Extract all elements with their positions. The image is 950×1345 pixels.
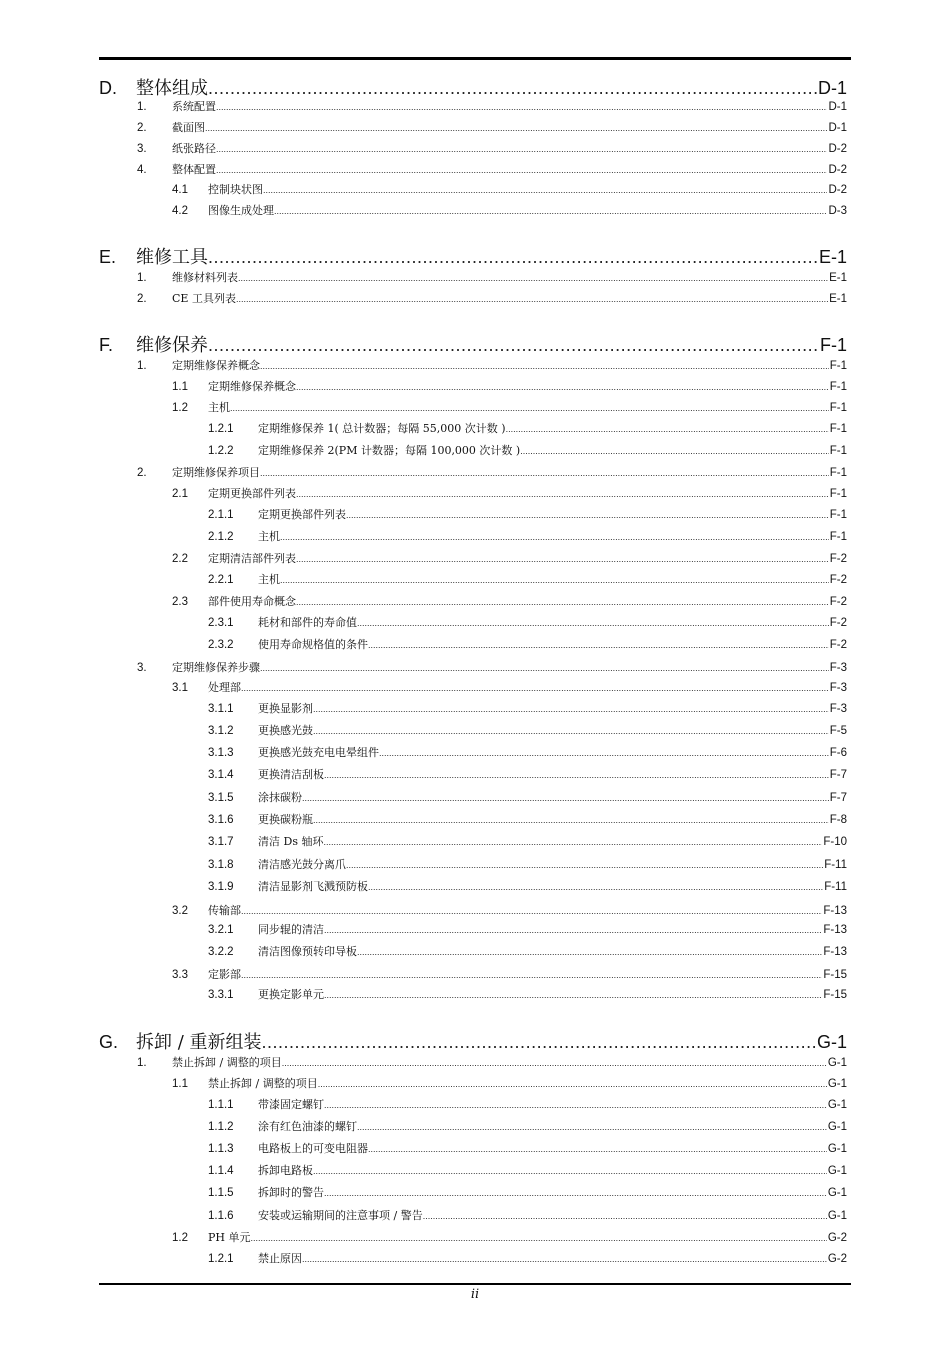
toc-page: G-1 [827,1165,847,1177]
toc-page: F-1 [829,445,847,457]
toc-title: 整体组成 [136,78,208,99]
toc-title: 定期维修保养 1( 总计数器；每隔 55,000 次计数 ) [258,422,506,435]
toc-number: 2.2.1 [208,574,234,586]
toc-number: G. [99,1032,119,1052]
toc-number: 3.3 [172,969,188,981]
toc-number: 1.1 [172,1078,188,1090]
toc-chapter[interactable] [99,243,847,269]
toc-page: E-1 [818,247,847,267]
toc-page: F-1 [829,381,847,393]
toc-item[interactable] [99,921,847,937]
toc-item[interactable] [99,528,847,544]
toc-item[interactable] [99,1118,847,1134]
toc-leader [280,575,829,585]
toc-page: D-1 [828,122,847,134]
toc-item[interactable] [99,378,847,394]
toc-number: 2.2 [172,553,188,565]
toc-number: 2. [137,293,147,305]
toc-number: 2. [137,467,147,479]
toc-item[interactable] [99,789,847,805]
toc-page: G-1 [827,1121,847,1133]
toc-chapter[interactable] [99,1028,847,1054]
toc-page: F-2 [829,574,847,586]
toc-leader [313,726,829,736]
toc-leader [324,925,822,935]
toc-number: 1.1.4 [208,1165,234,1177]
toc-page: F-1 [820,335,847,355]
toc-leader [313,1166,827,1176]
toc-leader [302,793,829,803]
toc-leader [241,683,829,693]
toc-title: 截面图 [172,121,205,134]
toc-item[interactable] [99,878,847,894]
toc-item[interactable] [99,464,847,480]
toc-leader [368,1144,827,1154]
toc-title: 主机 [208,401,230,414]
toc-leader [262,1032,816,1053]
toc-title: 处理部 [208,681,241,694]
toc-item[interactable] [99,420,847,436]
toc-number: 1.1.6 [208,1210,234,1222]
toc-item[interactable] [99,1054,847,1070]
toc-leader [313,815,829,825]
toc-item[interactable] [99,966,847,982]
toc-leader [241,906,822,916]
toc-number: 3.1 [172,682,188,694]
toc-item[interactable] [99,986,847,1002]
toc-page: G-1 [816,1032,847,1052]
page-number: ii [470,1287,480,1302]
toc-page: F-7 [829,769,847,781]
toc-title: 使用寿命规格值的条件 [258,638,368,651]
toc-leader [263,185,827,195]
toc-item[interactable] [99,1075,847,1091]
toc-page: F-15 [823,989,847,1001]
toc-number: 3.1.1 [208,703,234,715]
toc-title: 定期维修保养概念 [172,359,260,372]
toc-item[interactable] [99,357,847,373]
toc-number: D. [99,78,117,98]
bottom-rule [99,1283,851,1285]
toc-page: F-3 [829,682,847,694]
toc-leader [241,970,822,980]
toc-page: F-13 [823,905,847,917]
toc-title: 定期更换部件列表 [258,508,346,521]
toc-page: F-3 [829,703,847,715]
toc-item[interactable] [99,161,847,177]
toc-number: 1. [137,101,147,113]
toc-leader [296,489,829,499]
toc-page: D-3 [828,205,847,217]
toc-leader [324,1188,827,1198]
toc-leader [216,144,827,154]
toc-title: 维修材料列表 [172,271,238,284]
toc-title: 清洁显影剂飞溅预防板 [258,880,368,893]
toc-number: 2.1.1 [208,509,234,521]
toc-leader [506,424,829,434]
toc-number: 4.1 [172,184,188,196]
toc-number: 3.2.2 [208,946,234,958]
toc-item[interactable] [99,550,847,566]
toc-leader [357,1122,827,1132]
toc-number: 1. [137,360,147,372]
toc-leader [205,123,827,133]
toc-number: 3.3.1 [208,989,234,1001]
toc-title: 拆卸 / 重新组装 [136,1032,262,1053]
toc-item[interactable] [99,506,847,522]
toc-title: 定期维修保养概念 [208,380,296,393]
toc-number: 3.1.2 [208,725,234,737]
toc-title: 拆卸时的警告 [258,1186,324,1199]
toc-leader [208,247,818,268]
toc-number: 3.2.1 [208,924,234,936]
toc-page: F-1 [829,509,847,521]
toc-page: F-13 [823,946,847,958]
toc-item[interactable] [99,833,847,849]
toc-item[interactable] [99,1096,847,1112]
toc-item[interactable] [99,744,847,760]
toc-page: G-1 [827,1210,847,1222]
toc-title: 整体配置 [172,163,216,176]
toc-item[interactable] [99,181,847,197]
toc-item[interactable] [99,119,847,135]
toc-title: 带漆固定螺钉 [258,1098,324,1111]
toc-number: 1. [137,1057,147,1069]
toc-leader [282,1058,827,1068]
toc-leader [296,382,829,392]
toc-item[interactable] [99,1229,847,1245]
toc-page: F-13 [823,924,847,936]
toc-item[interactable] [99,290,847,306]
toc-leader [346,860,823,870]
toc-leader [368,640,829,650]
toc-number: 3.1.4 [208,769,234,781]
toc-page: E-1 [829,293,847,305]
toc-title: 传输部 [208,904,241,917]
toc-number: 1.2 [172,1232,188,1244]
toc-leader [251,1233,827,1243]
toc-page: D-2 [828,164,847,176]
toc-leader [216,165,827,175]
toc-number: 3.1.6 [208,814,234,826]
toc-page: G-2 [827,1253,847,1265]
toc-title: 主机 [258,530,280,543]
toc-title: 清洁 Ds 轴环 [258,835,324,848]
toc-title: 图像生成处理 [208,204,274,217]
toc-leader [423,1211,827,1221]
toc-leader [324,1100,827,1110]
toc-leader [216,102,827,112]
toc-page: F-2 [829,617,847,629]
toc-leader [260,468,829,478]
toc-page: F-2 [829,639,847,651]
toc-number: 4. [137,164,147,176]
toc-page: F-15 [823,969,847,981]
toc-number: 1.2.2 [208,445,234,457]
toc-leader [302,1254,827,1264]
toc-number: 2. [137,122,147,134]
toc-title: PH 单元 [208,1231,251,1244]
toc-item[interactable] [99,269,847,285]
toc-leader [368,882,823,892]
toc-page: F-1 [829,488,847,500]
toc-title: 电路板上的可变电阻器 [258,1142,368,1155]
toc-title: 涂有红色油漆的螺钉 [258,1120,357,1133]
toc-leader [260,361,829,371]
toc-leader [280,532,829,542]
toc-item[interactable] [99,140,847,156]
toc-page: F-5 [829,725,847,737]
toc-leader [313,704,829,714]
toc-page: F-1 [829,360,847,372]
toc-page: F-1 [829,467,847,479]
toc-leader [520,446,829,456]
toc-title: 更换定影单元 [258,988,324,1001]
toc-page: D-2 [828,184,847,196]
toc-title: 更换清洁刮板 [258,768,324,781]
toc-number: 2.1.2 [208,531,234,543]
toc-leader [230,403,829,413]
toc-number: 3.1.3 [208,747,234,759]
toc-title: 同步辊的清洁 [258,923,324,936]
toc-page: G-2 [827,1232,847,1244]
toc-page: G-1 [827,1099,847,1111]
toc-page: F-10 [823,836,847,848]
toc-item[interactable] [99,722,847,738]
toc-number: 1.2.1 [208,423,234,435]
toc-title: 维修工具 [136,247,208,268]
toc-item[interactable] [99,636,847,652]
toc-number: 3. [137,143,147,155]
top-rule [99,57,851,60]
toc-title: 系统配置 [172,100,216,113]
toc-title: 定期清洁部件列表 [208,552,296,565]
toc-item[interactable] [99,485,847,501]
toc-leader [274,206,827,216]
toc-title: 定期维修保养 2(PM 计数器；每隔 100,000 次计数 ) [258,444,521,457]
toc-title: 拆卸电路板 [258,1164,313,1177]
toc-page: D-1 [828,101,847,113]
toc-leader [208,335,819,356]
toc-page: F-6 [829,747,847,759]
toc-item[interactable] [99,1162,847,1178]
toc-page: F-11 [824,881,847,893]
toc-item[interactable] [99,700,847,716]
toc-item[interactable] [99,98,847,114]
toc-item[interactable] [99,856,847,872]
toc-leader [346,510,829,520]
toc-leader [357,618,829,628]
toc-item[interactable] [99,659,847,675]
toc-page: G-1 [827,1078,847,1090]
toc-number: 1.2.1 [208,1253,234,1265]
toc-item[interactable] [99,571,847,587]
toc-number: 3.1.5 [208,792,234,804]
toc-item[interactable] [99,442,847,458]
toc-page: F-1 [829,402,847,414]
toc-page: G-1 [827,1057,847,1069]
toc-page: D-1 [817,78,847,98]
toc-number: 3.2 [172,905,188,917]
toc-title: 禁止拆卸 / 调整的项目 [172,1056,282,1069]
toc-number: 2.3.1 [208,617,234,629]
toc-leader [238,273,828,283]
toc-page: F-3 [829,662,847,674]
toc-number: 1.2 [172,402,188,414]
toc-item[interactable] [99,1184,847,1200]
toc-number: F. [99,335,114,355]
toc-leader [357,947,822,957]
toc-title: CE 工具列表 [172,292,236,305]
toc-number: 4.2 [172,205,188,217]
toc-title: 定期维修保养项目 [172,466,260,479]
toc-chapter[interactable] [99,331,847,357]
toc-title: 纸张路径 [172,142,216,155]
toc-page: F-2 [829,596,847,608]
toc-title: 主机 [258,573,280,586]
toc-page: G-1 [827,1143,847,1155]
toc-title: 控制块状图 [208,183,263,196]
toc-title: 定期维修保养步骤 [172,661,260,674]
toc-item[interactable] [99,593,847,609]
toc-page: D-2 [828,143,847,155]
toc-item[interactable] [99,943,847,959]
toc-number: 2.1 [172,488,188,500]
toc-leader [260,663,829,673]
toc-number: 1.1.3 [208,1143,234,1155]
toc-number: 2.3.2 [208,639,234,651]
toc-leader [208,78,817,99]
toc-title: 定影部 [208,968,241,981]
toc-number: 3.1.9 [208,881,234,893]
toc-item[interactable] [99,766,847,782]
toc-title: 定期更换部件列表 [208,487,296,500]
toc-number: 1.1.1 [208,1099,234,1111]
toc-page: F-1 [829,531,847,543]
toc-leader [296,597,829,607]
toc-number: E. [99,247,117,267]
toc-leader [236,294,828,304]
toc-title: 禁止拆卸 / 调整的项目 [208,1077,318,1090]
toc-leader [318,1079,827,1089]
toc-item[interactable] [99,1250,847,1266]
toc-title: 清洁感光鼓分离爪 [258,858,346,871]
toc-number: 3. [137,662,147,674]
toc-number: 3.1.7 [208,836,234,848]
toc-page: G-1 [827,1187,847,1199]
toc-chapter[interactable] [99,74,847,100]
toc-number: 2.3 [172,596,188,608]
toc-number: 1.1 [172,381,188,393]
toc-leader [324,990,822,1000]
toc-leader [296,554,829,564]
toc-item[interactable] [99,902,847,918]
toc-item[interactable] [99,399,847,415]
toc-item[interactable] [99,811,847,827]
toc-number: 1. [137,272,147,284]
toc-title: 涂抹碳粉 [258,791,302,804]
toc-title: 部件使用寿命概念 [208,595,296,608]
toc-leader [323,837,822,847]
toc-title: 安装或运输期间的注意事项 / 警告 [258,1209,423,1222]
toc-leader [324,770,829,780]
toc-number: 3.1.8 [208,859,234,871]
toc-number: 1.1.2 [208,1121,234,1133]
toc-title: 更换感光鼓充电电晕组件 [258,746,379,759]
toc-item[interactable] [99,679,847,695]
toc-title: 更换显影剂 [258,702,313,715]
toc-title: 更换碳粉瓶 [258,813,313,826]
toc-item[interactable] [99,202,847,218]
toc-title: 清洁图像预转印导板 [258,945,357,958]
toc-page: F-8 [829,814,847,826]
toc-page: F-7 [829,792,847,804]
toc-leader [379,748,829,758]
toc-title: 维修保养 [136,335,208,356]
toc-title: 耗材和部件的寿命值 [258,616,357,629]
toc-title: 禁止原因 [258,1252,302,1265]
toc-page: F-1 [829,423,847,435]
toc-title: 更换感光鼓 [258,724,313,737]
toc-page: E-1 [829,272,847,284]
toc-item[interactable] [99,614,847,630]
toc-page: F-2 [829,553,847,565]
toc-item[interactable] [99,1140,847,1156]
toc-item[interactable] [99,1207,847,1223]
toc-page: F-11 [824,859,847,871]
toc-number: 1.1.5 [208,1187,234,1199]
